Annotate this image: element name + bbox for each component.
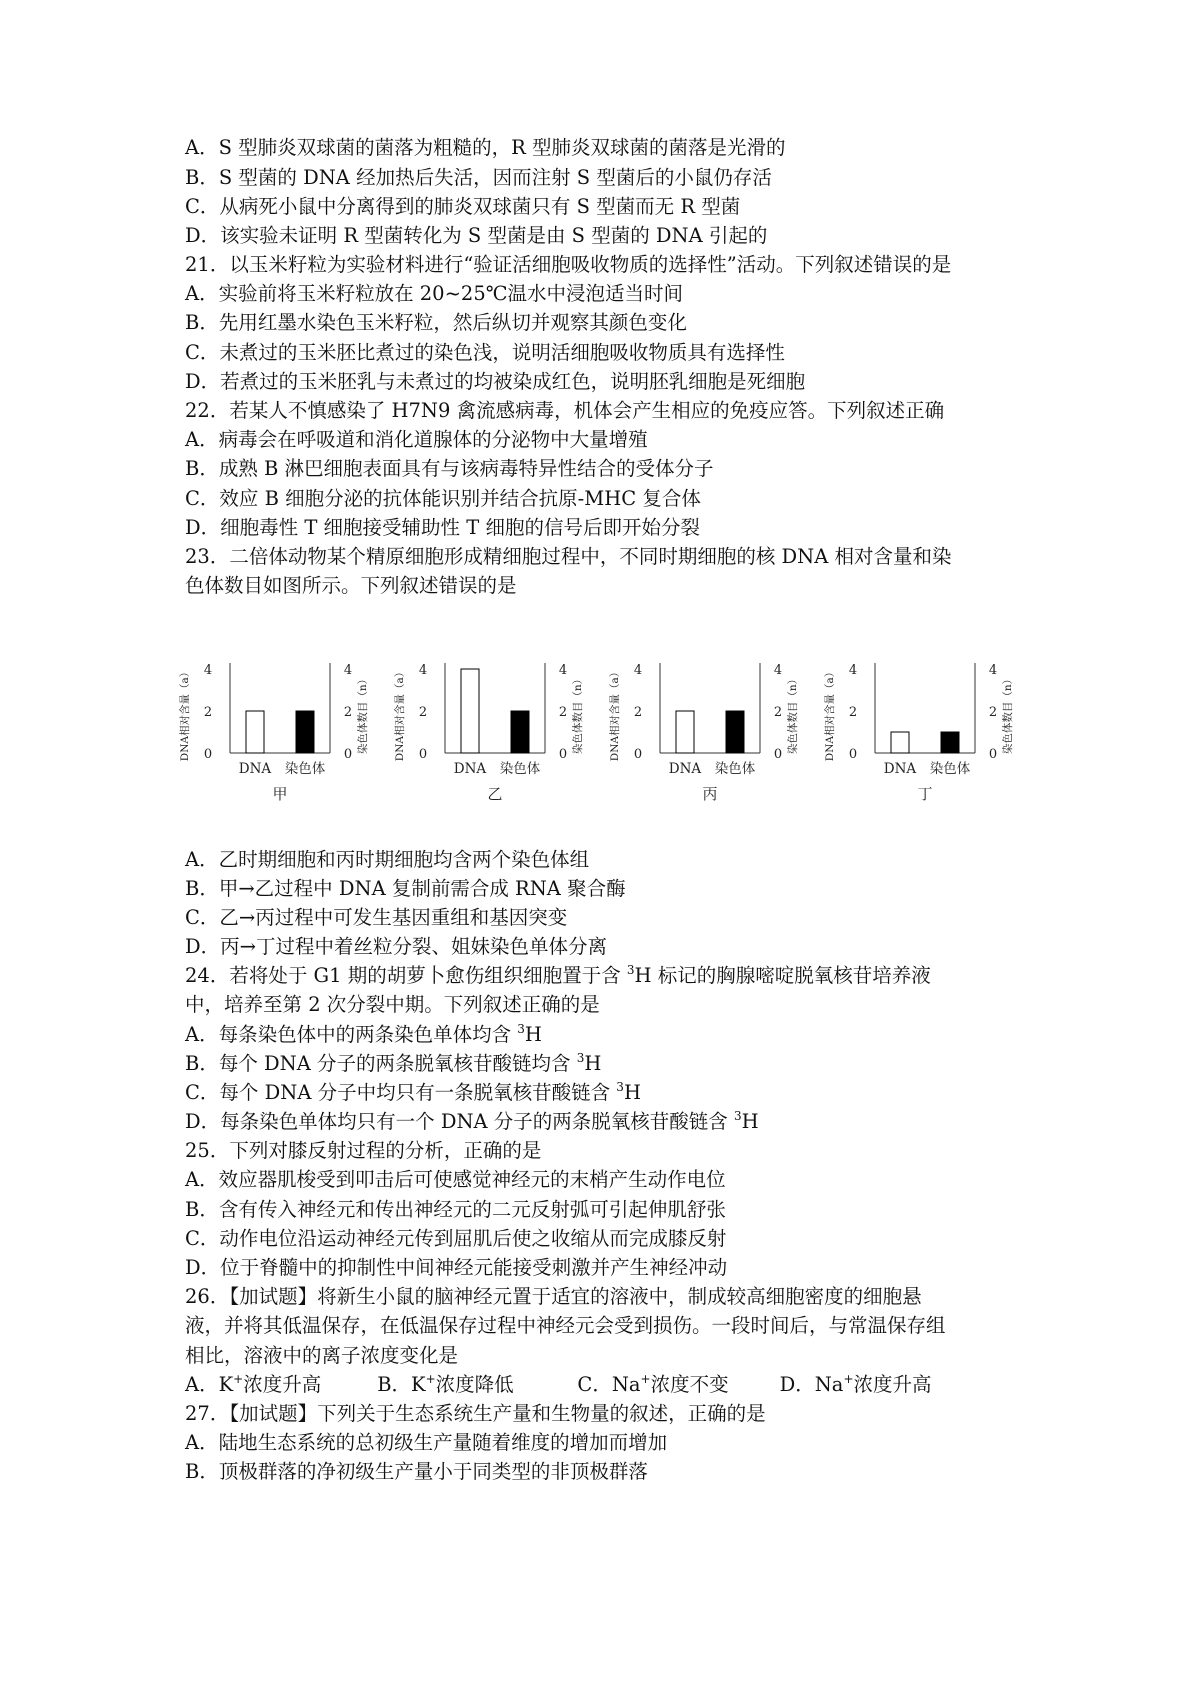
chart-group xyxy=(180,655,1080,830)
tick-label-right: 2 xyxy=(343,705,353,720)
tick-label-left: 0 xyxy=(203,747,213,762)
option-line: C．从病死小鼠中分离得到的肺炎双球菌只有 S 型菌而无 R 型菌 xyxy=(185,195,741,218)
hydrogen: H xyxy=(584,1052,602,1075)
tick-label-left: 2 xyxy=(418,705,428,720)
option-line: B．成熟 B 淋巴细胞表面具有与该病毒特异性结合的受体分子 xyxy=(185,457,714,480)
option-b xyxy=(377,1373,571,1397)
category-label: 染色体 xyxy=(284,761,326,777)
tick-label-right: 4 xyxy=(558,663,568,678)
question-23-cont: 色体数目如图所示。下列叙述错误的是 xyxy=(185,574,517,597)
question-27: 27．【加试题】下列关于生态系统生产量和生物量的叙述，正确的是 xyxy=(185,1402,766,1425)
option-line: D．丙→丁过程中着丝粒分裂、姐妹染色单体分离 xyxy=(185,935,607,958)
question-24-cont: 中，培养至第 2 次分裂中期。下列叙述正确的是 xyxy=(185,993,600,1016)
option-line: B．含有传入神经元和传出神经元的二元反射弧可引起伸肌舒张 xyxy=(185,1198,726,1221)
superscript: + xyxy=(233,1372,244,1386)
option-c-text: 浓度不变 xyxy=(650,1373,729,1396)
superscript: 3 xyxy=(517,1022,525,1036)
option-line: B．甲→乙过程中 DNA 复制前需合成 RNA 聚合酶 xyxy=(185,877,626,900)
y2-axis-title: 染色体数目（n） xyxy=(357,673,369,755)
option-line: A．乙时期细胞和丙时期细胞均含两个染色体组 xyxy=(185,848,590,871)
option-line: A．效应器肌梭受到叩击后可使感觉神经元的末梢产生动作电位 xyxy=(185,1168,726,1191)
option-line: B．先用红墨水染色玉米籽粒，然后纵切并观察其颜色变化 xyxy=(185,311,687,334)
tick-label-right: 2 xyxy=(558,705,568,720)
tick-label-left: 4 xyxy=(203,663,213,678)
question-24 xyxy=(185,964,931,988)
chart-ding xyxy=(825,655,1025,839)
hydrogen: H xyxy=(623,1081,641,1104)
panel-label: 丙 xyxy=(702,785,718,803)
option-line: C．未煮过的玉米胚比煮过的染色浅，说明活细胞吸收物质具有选择性 xyxy=(185,341,785,364)
option-line: A．陆地生态系统的总初级生产量随着维度的增加而增加 xyxy=(185,1431,668,1454)
tick-label-left: 4 xyxy=(848,663,858,678)
option-line: A．实验前将玉米籽粒放在 20~25℃温水中浸泡适当时间 xyxy=(185,282,684,305)
option-text: C．每个 DNA 分子中均只有一条脱氧核苷酸链含 xyxy=(185,1081,617,1104)
bar-chart-yi xyxy=(395,655,595,835)
option-line xyxy=(185,1052,601,1076)
option-line: D．若煮过的玉米胚乳与未煮过的均被染成红色，说明胚乳细胞是死细胞 xyxy=(185,370,806,393)
q24-text-1: 24．若将处于 G1 期的胡萝卜愈伤组织细胞置于含 xyxy=(185,964,627,987)
superscript: 3 xyxy=(626,963,635,977)
hydrogen: H xyxy=(524,1023,542,1046)
hydrogen: H xyxy=(741,1110,759,1133)
question-26-cont: 液，并将其低温保存，在低温保存过程中神经元会受到损伤。一段时间后，与常温保存组 xyxy=(185,1314,946,1337)
option-b-label: B．K xyxy=(377,1373,426,1396)
option-d xyxy=(780,1373,932,1397)
tick-label-left: 2 xyxy=(203,705,213,720)
superscript: + xyxy=(425,1372,436,1386)
tick-label-left: 0 xyxy=(418,747,428,762)
tick-label-left: 4 xyxy=(418,663,428,678)
bar-chromosome xyxy=(941,732,959,753)
category-label: 染色体 xyxy=(499,761,541,777)
tick-label-left: 0 xyxy=(848,747,858,762)
question-26-cont: 相比，溶液中的离子浓度变化是 xyxy=(185,1344,459,1367)
category-label: DNA xyxy=(883,761,917,777)
bar-chromosome xyxy=(296,711,314,753)
option-line xyxy=(185,1110,759,1134)
option-text: B．每个 DNA 分子的两条脱氧核苷酸链均含 xyxy=(185,1052,577,1075)
y-axis-title: DNA相对含量（a） xyxy=(824,666,836,762)
bar-dna xyxy=(246,711,264,753)
bar-dna xyxy=(676,711,694,753)
option-line: B．顶极群落的净初级生产量小于同类型的非顶极群落 xyxy=(185,1460,648,1483)
panel-label: 丁 xyxy=(917,785,933,803)
option-line: C．乙→丙过程中可发生基因重组和基因突变 xyxy=(185,906,568,929)
superscript: 3 xyxy=(576,1051,585,1065)
tick-label-right: 2 xyxy=(988,705,998,720)
option-line: A．S 型肺炎双球菌的菌落为粗糙的，R 型肺炎双球菌的菌落是光滑的 xyxy=(185,136,786,159)
question-25: 25．下列对膝反射过程的分析，正确的是 xyxy=(185,1139,542,1162)
tick-label-right: 0 xyxy=(988,747,998,762)
category-label: DNA xyxy=(238,761,272,777)
option-d-text: 浓度升高 xyxy=(853,1373,932,1396)
tick-label-left: 4 xyxy=(633,663,643,678)
category-label: DNA xyxy=(668,761,702,777)
question-23: 23．二倍体动物某个精原细胞形成精细胞过程中，不同时期细胞的核 DNA 相对含量和染 xyxy=(185,545,952,568)
bar-chart-bing xyxy=(610,655,810,835)
question-21: 21．以玉米籽粒为实验材料进行“验证活细胞吸收物质的选择性”活动。下列叙述错误的是 xyxy=(185,253,952,276)
bar-chart-jia xyxy=(180,655,380,835)
tick-label-left: 2 xyxy=(848,705,858,720)
q24-text-2: H 标记的胸腺嘧啶脱氧核苷培养液 xyxy=(634,964,931,987)
category-label: DNA xyxy=(453,761,487,777)
bar-chart-ding xyxy=(825,655,1025,835)
option-b-text: 浓度降低 xyxy=(435,1373,514,1396)
tick-label-left: 0 xyxy=(633,747,643,762)
option-line: D．该实验未证明 R 型菌转化为 S 型菌是由 S 型菌的 DNA 引起的 xyxy=(185,224,768,247)
option-a xyxy=(185,1373,371,1397)
y2-axis-title: 染色体数目（n） xyxy=(572,673,584,755)
option-a-label: A．K xyxy=(185,1373,234,1396)
category-label: 染色体 xyxy=(714,761,756,777)
option-line: D．位于脊髓中的抑制性中间神经元能接受刺激并产生神经冲动 xyxy=(185,1256,728,1279)
chart-jia xyxy=(180,655,380,839)
bar-chromosome xyxy=(511,711,529,753)
bar-chromosome xyxy=(726,711,744,753)
tick-label-right: 4 xyxy=(988,663,998,678)
option-line xyxy=(185,1081,641,1105)
superscript: + xyxy=(640,1372,651,1386)
bar-dna xyxy=(461,669,479,753)
tick-label-right: 0 xyxy=(343,747,353,762)
bar-dna xyxy=(891,732,909,753)
q26-options xyxy=(185,1373,932,1397)
option-text: A．每条染色体中的两条染色单体均含 xyxy=(185,1023,518,1046)
option-c-label: C．Na xyxy=(577,1373,641,1396)
y2-axis-title: 染色体数目（n） xyxy=(1002,673,1014,755)
tick-label-right: 0 xyxy=(558,747,568,762)
option-line: C．效应 B 细胞分泌的抗体能识别并结合抗原-MHC 复合体 xyxy=(185,487,701,510)
chart-yi xyxy=(395,655,595,839)
superscript: 3 xyxy=(734,1109,742,1123)
option-text: D．每条染色单体均只有一个 DNA 分子的两条脱氧核苷酸链含 xyxy=(185,1110,735,1133)
option-line xyxy=(185,1023,542,1047)
y-axis-title: DNA相对含量（a） xyxy=(609,666,621,762)
superscript: + xyxy=(843,1372,854,1386)
option-line: D．细胞毒性 T 细胞接受辅助性 T 细胞的信号后即开始分裂 xyxy=(185,516,700,539)
question-22: 22．若某人不慎感染了 H7N9 禽流感病毒，机体会产生相应的免疫应答。下列叙述正确 xyxy=(185,399,945,422)
question-26: 26．【加试题】将新生小鼠的脑神经元置于适宜的溶液中，制成较高细胞密度的细胞悬 xyxy=(185,1285,922,1308)
tick-label-right: 4 xyxy=(773,663,783,678)
y2-axis-title: 染色体数目（n） xyxy=(787,673,799,755)
y-axis-title: DNA相对含量（a） xyxy=(394,666,406,762)
option-line: A．病毒会在呼吸道和消化道腺体的分泌物中大量增殖 xyxy=(185,428,648,451)
tick-label-left: 2 xyxy=(633,705,643,720)
tick-label-right: 0 xyxy=(773,747,783,762)
category-label: 染色体 xyxy=(929,761,971,777)
option-d-label: D．Na xyxy=(779,1373,844,1396)
option-a-text: 浓度升高 xyxy=(243,1373,322,1396)
chart-bing xyxy=(610,655,810,839)
option-line: B．S 型菌的 DNA 经加热后失活，因而注射 S 型菌后的小鼠仍存活 xyxy=(185,166,772,189)
panel-label: 乙 xyxy=(487,785,503,803)
tick-label-right: 4 xyxy=(343,663,353,678)
tick-label-right: 2 xyxy=(773,705,783,720)
y-axis-title: DNA相对含量（a） xyxy=(179,666,191,762)
option-c xyxy=(577,1373,773,1397)
panel-label: 甲 xyxy=(272,785,288,803)
option-line: C．动作电位沿运动神经元传到屈肌后使之收缩从而完成膝反射 xyxy=(185,1227,727,1250)
superscript: 3 xyxy=(616,1080,624,1094)
